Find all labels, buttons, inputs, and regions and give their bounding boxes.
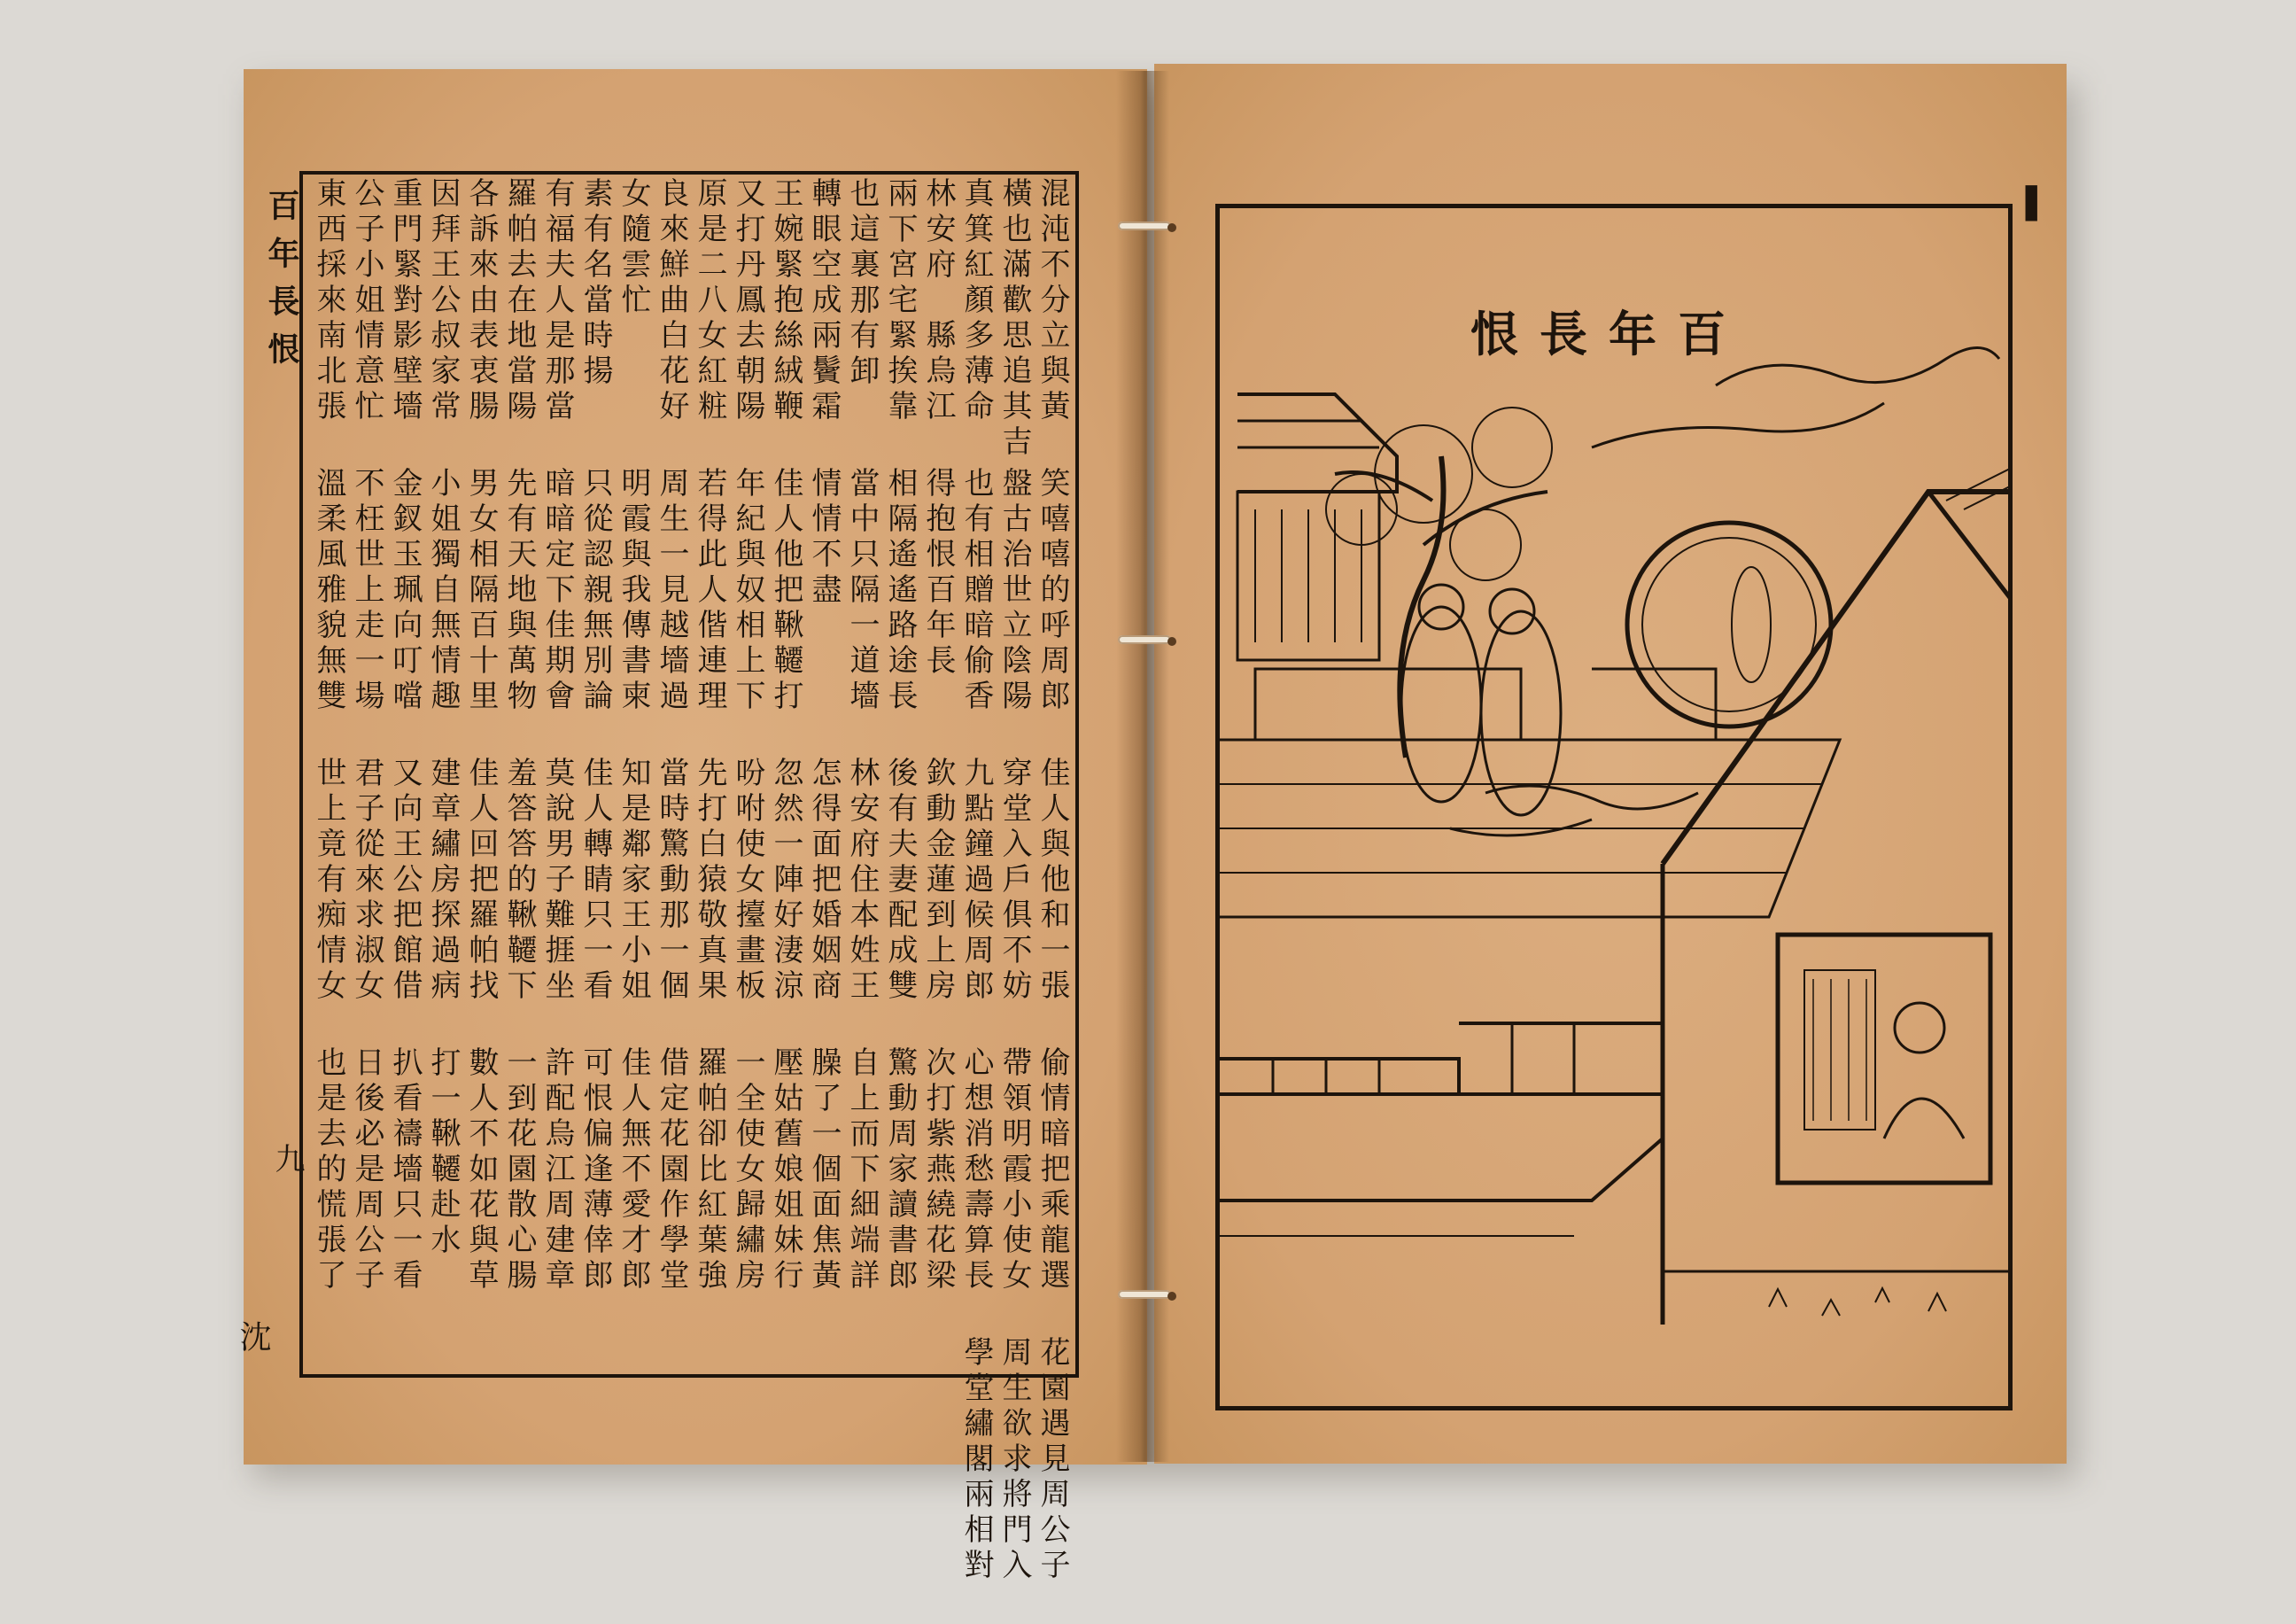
text-column: 林安府住本姓王 [844, 757, 880, 1005]
text-column: 轉眼空成兩鬢霜 [806, 177, 842, 425]
text-column: 花園遇見周公子 [1035, 1336, 1070, 1584]
railing [1220, 1059, 1459, 1094]
text-column: 混沌不分立與黃 [1035, 177, 1070, 425]
text-column: 一全使女歸繡房 [730, 1046, 765, 1294]
text-column: 笑嘻嘻的呼周郎 [1035, 467, 1070, 715]
text-column: 次打紫燕繞花梁 [920, 1046, 956, 1294]
text-column: 也這裏那有卸 [844, 177, 880, 390]
grass-tufts [1769, 1288, 1946, 1316]
side-title-text: 百年長恨 [263, 189, 300, 380]
illustration-frame [1215, 204, 2013, 1410]
text-column: 又打丹鳳去朝陽 [730, 177, 765, 425]
illustration-drawing [1220, 208, 2013, 1410]
text-column: 吩咐使女擡畫板 [730, 757, 765, 1005]
stitch-hole [1167, 223, 1176, 232]
text-column: 相隔遙遙路途長 [882, 467, 918, 715]
cloud-swirl [1716, 348, 1999, 386]
text-column: 因拜王公叔家常 [425, 177, 461, 425]
book-side-title [259, 171, 299, 1378]
folio-number: 九 [269, 1143, 305, 1173]
text-column: 打一鞦韆赴水 [425, 1046, 461, 1259]
text-column: 東西採來南北張 [311, 177, 346, 425]
binding-thread [1118, 1290, 1171, 1299]
text-column: 周生一見越墻過 [654, 467, 689, 715]
text-column: 原是二八女紅粧 [692, 177, 727, 425]
stitch-hole [1167, 1292, 1176, 1301]
text-column: 佳人轉睛只一看 [578, 757, 613, 1005]
text-column: 日後必是周公子 [349, 1046, 384, 1294]
text-column: 可恨偏逢薄倖郎 [578, 1046, 613, 1294]
illustration-title: 百年長恨 [1470, 306, 1747, 362]
text-column: 盤古治世立陰陽 [997, 467, 1032, 715]
text-column: 建章繡房探過病 [425, 757, 461, 1005]
text-column: 臊了一個面焦黃 [806, 1046, 842, 1294]
text-column: 若得此人偕連理 [692, 467, 727, 715]
moon-gate [1627, 523, 1831, 727]
text-column: 男女相隔百十里 [463, 467, 499, 715]
text-column: 扒看禱墻只一看 [387, 1046, 423, 1294]
binding-thread [1118, 635, 1171, 644]
text-column: 溫柔風雅貌無雙 [311, 467, 346, 715]
tree-foliage [1375, 425, 1472, 523]
text-column: 良來鮮曲白花好 [654, 177, 689, 425]
book-gutter [1116, 71, 1169, 1462]
vertical-text-body [303, 177, 1075, 1584]
text-column: 先打白猿敬真果 [692, 757, 727, 1005]
text-column: 羞答答的鞦韆下 [501, 757, 537, 1005]
text-column: 自上而下細端詳 [844, 1046, 880, 1294]
text-column: 莫說男子難捱坐 [539, 757, 575, 1005]
text-column: 有福夫人是那當 [539, 177, 575, 425]
text-column: 心想消愁壽算長 [958, 1046, 994, 1294]
text-column: 羅帕去在地當陽 [501, 177, 537, 425]
text-column: 佳人回把羅帕找 [463, 757, 499, 1005]
window-frame [1778, 935, 1990, 1183]
text-column: 女隨雲忙 [616, 177, 651, 319]
text-column: 借定花園作學堂 [654, 1046, 689, 1294]
text-column: 當時驚動那一個 [654, 757, 689, 1005]
text-column: 怎得面把婚姻商 [806, 757, 842, 1005]
text-column: 暗暗定下佳期會 [539, 467, 575, 715]
text-column: 得抱恨百年長 [920, 467, 956, 680]
figure-lady [1895, 1003, 1944, 1053]
figure-maid [1732, 567, 1771, 682]
text-column: 金釵玉珮向叮噹 [387, 467, 423, 715]
text-column: 世上竟有痴情女 [311, 757, 346, 1005]
text-column: 情情不盡 [806, 467, 842, 609]
tree-foliage [1450, 509, 1521, 580]
text-column: 只從認親無別論 [578, 467, 613, 715]
text-column: 佳人無不愛才郎 [616, 1046, 651, 1294]
text-column: 壓姑舊娘姐妹行 [768, 1046, 803, 1294]
text-column: 王婉緊抱絲絨鞭 [768, 177, 803, 425]
text-column: 真箕紅顏多薄命 [958, 177, 994, 425]
stitch-hole [1167, 637, 1176, 646]
cloud-swirl [1592, 403, 1884, 447]
text-column: 小姐獨自無情趣 [425, 467, 461, 715]
right-margin-mark: ▌ [2025, 186, 2050, 221]
page-footer-mark: 沈 [235, 1320, 271, 1352]
text-column: 公子小姐情意忙 [349, 177, 384, 425]
text-column: 欽動金蓮到上房 [920, 757, 956, 1005]
cloud-swirl [1485, 786, 1698, 809]
text-column: 不枉世上走一場 [349, 467, 384, 715]
text-column: 林安府 縣烏江 [920, 177, 956, 425]
tree-foliage [1472, 408, 1552, 487]
text-column: 周生欲求將門入 [997, 1336, 1032, 1584]
binding-thread [1118, 221, 1171, 230]
text-column: 知是鄰家王小姐 [616, 757, 651, 1005]
text-column: 穿堂入戶俱不妨 [997, 757, 1032, 1005]
text-column: 當中只隔一道墻 [844, 467, 880, 715]
text-column: 後有夫妻配成雙 [882, 757, 918, 1005]
text-column: 驚動周家讀書郎 [882, 1046, 918, 1294]
text-column: 帶領明霞小使女 [997, 1046, 1032, 1294]
text-column: 忽然一陣好淒涼 [768, 757, 803, 1005]
text-column: 君子從來求淑女 [349, 757, 384, 1005]
text-column: 佳人他把鞦韆打 [768, 467, 803, 715]
text-column: 一到花園散心腸 [501, 1046, 537, 1294]
text-column: 兩下宮宅緊挨靠 [882, 177, 918, 425]
text-column: 學堂繡閣兩相對 [958, 1336, 994, 1584]
text-column: 許配烏江周建章 [539, 1046, 575, 1294]
text-column: 又向王公把館借 [387, 757, 423, 1005]
text-column: 明霞與我傳書柬 [616, 467, 651, 715]
text-column: 佳人與他和一張 [1035, 757, 1070, 1005]
right-side-margin [2020, 168, 2055, 1409]
text-column: 偷情暗把乘龍選 [1035, 1046, 1070, 1294]
text-column: 數人不如花與草 [463, 1046, 499, 1294]
text-column: 也有相贈暗偷香 [958, 467, 994, 715]
text-column: 也是去的慌張了 [311, 1046, 346, 1294]
text-column: 各訴來由表衷腸 [463, 177, 499, 425]
text-column: 橫也滿歡思追其吉 [997, 177, 1032, 461]
text-column: 九點鐘過候周郎 [958, 757, 994, 1005]
figure-man [1401, 607, 1481, 802]
text-column: 年紀與奴相上下 [730, 467, 765, 715]
text-column: 羅帕卻比紅葉強 [692, 1046, 727, 1294]
text-column: 素有名當時揚 [578, 177, 613, 390]
text-column: 先有天地與萬物 [501, 467, 537, 715]
text-column: 重門緊對影壁墻 [387, 177, 423, 425]
pavilion-roof [1237, 394, 1397, 492]
